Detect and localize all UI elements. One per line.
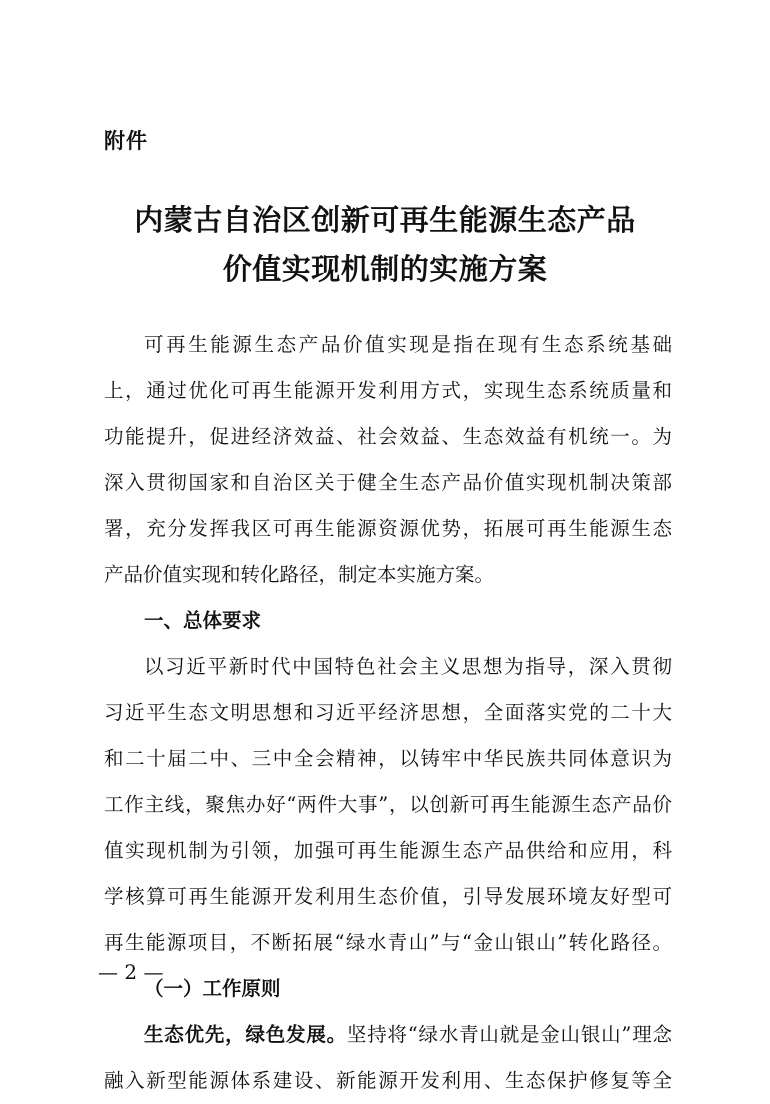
page-number: — 2 — (98, 960, 164, 984)
attachment-label: 附件 (104, 129, 148, 153)
document-title (0, 196, 770, 294)
intro-paragraph (104, 322, 672, 598)
text-line: 产品价值实现和转化路径，制定本实施方案。 (104, 563, 495, 586)
document-title-line-1: 内蒙古自治区创新可再生能源生态产品 (134, 203, 636, 237)
text-line: 习近平生态文明思想和习近平经济思想，全面落实党的二十大 (104, 701, 672, 724)
subsection-heading: （一）工作原则 (144, 977, 281, 1000)
text-line: 可再生能源生态产品价值实现是指在现有生态系统基础 (144, 333, 672, 356)
text-line: 上，通过优化可再生能源开发利用方式，实现生态系统质量和 (104, 379, 672, 402)
section-heading: 一、总体要求 (144, 609, 262, 632)
section-1-paragraph (104, 644, 672, 966)
document-title-line-2: 价值实现机制的实施方案 (222, 252, 548, 286)
text-line: 署，充分发挥我区可再生能源资源优势，拓展可再生能源生态 (104, 517, 672, 540)
text-line: 值实现机制为引领，加强可再生能源生态产品供给和应用，科 (104, 839, 672, 862)
text-line: 再生能源项目，不断拓展“绿水青山”与“金山银山”转化路径。 (104, 931, 672, 954)
text-line: 工作主线，聚焦办好“两件大事”，以创新可再生能源生态产品价 (104, 793, 672, 816)
principle-lead: 生态优先，绿色发展。 (144, 1023, 347, 1046)
text-line: 功能提升，促进经济效益、社会效益、生态效益有机统一。为 (104, 425, 672, 448)
text-line: 深入贯彻国家和自治区关于健全生态产品价值实现机制决策部 (104, 471, 672, 494)
document-body (104, 322, 672, 1104)
text-line (104, 1012, 672, 1058)
text-line: 和二十届二中、三中全会精神，以铸牢中华民族共同体意识为 (104, 747, 672, 770)
text-line: 以习近平新时代中国特色社会主义思想为指导，深入贯彻 (144, 655, 672, 678)
principle-paragraph (104, 1012, 672, 1104)
text-line: 融入新型能源体系建设、新能源开发利用、生态保护修复等全 (104, 1069, 672, 1092)
principle-text: 坚持将“绿水青山就是金山银山”理念 (346, 1023, 672, 1046)
text-line: 学核算可再生能源开发利用生态价值，引导发展环境友好型可 (104, 885, 672, 908)
